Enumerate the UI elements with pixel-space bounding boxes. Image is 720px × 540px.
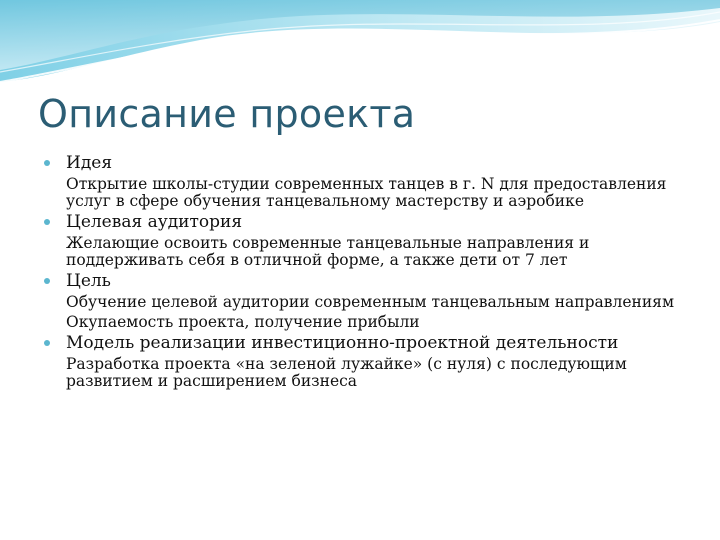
- bullet-item-implementation-model: [44, 333, 684, 353]
- bullet-item-idea: [44, 153, 684, 173]
- bullet-detail: Обучение целевой аудитории современным танцевальным направлениям: [66, 293, 675, 311]
- bullet-icon: [44, 278, 50, 284]
- bullet-label: Модель реализации инвестиционно-проектной деятельности: [66, 333, 619, 353]
- bullet-icon: [44, 340, 50, 346]
- bullet-label: Идея: [66, 153, 113, 173]
- bullet-detail: Разработка проекта «на зеленой лужайке» (с нуля) с последующим развитием и расширением бизнеса: [66, 355, 627, 390]
- slide-title: Описание проекта: [38, 92, 416, 136]
- bullet-label: Цель: [66, 271, 111, 291]
- bullet-label: Целевая аудитория: [66, 212, 243, 232]
- bullet-icon: [44, 160, 50, 166]
- bullet-detail: Желающие освоить современные танцевальные направления и поддерживать себя в отличной форме, а также дети от 7 лет: [66, 234, 590, 269]
- slide-content: [44, 153, 684, 392]
- bullet-detail: Открытие школы-студии современных танцев в г. N для предоставления услуг в сфере обучения танцевальному мастерству и аэробике: [66, 175, 667, 210]
- bullet-icon: [44, 219, 50, 225]
- bullet-item-target-audience: [44, 212, 684, 232]
- decorative-wave-header: [0, 0, 720, 90]
- bullet-item-goal: [44, 271, 684, 291]
- bullet-detail: Окупаемость проекта, получение прибыли: [66, 312, 420, 331]
